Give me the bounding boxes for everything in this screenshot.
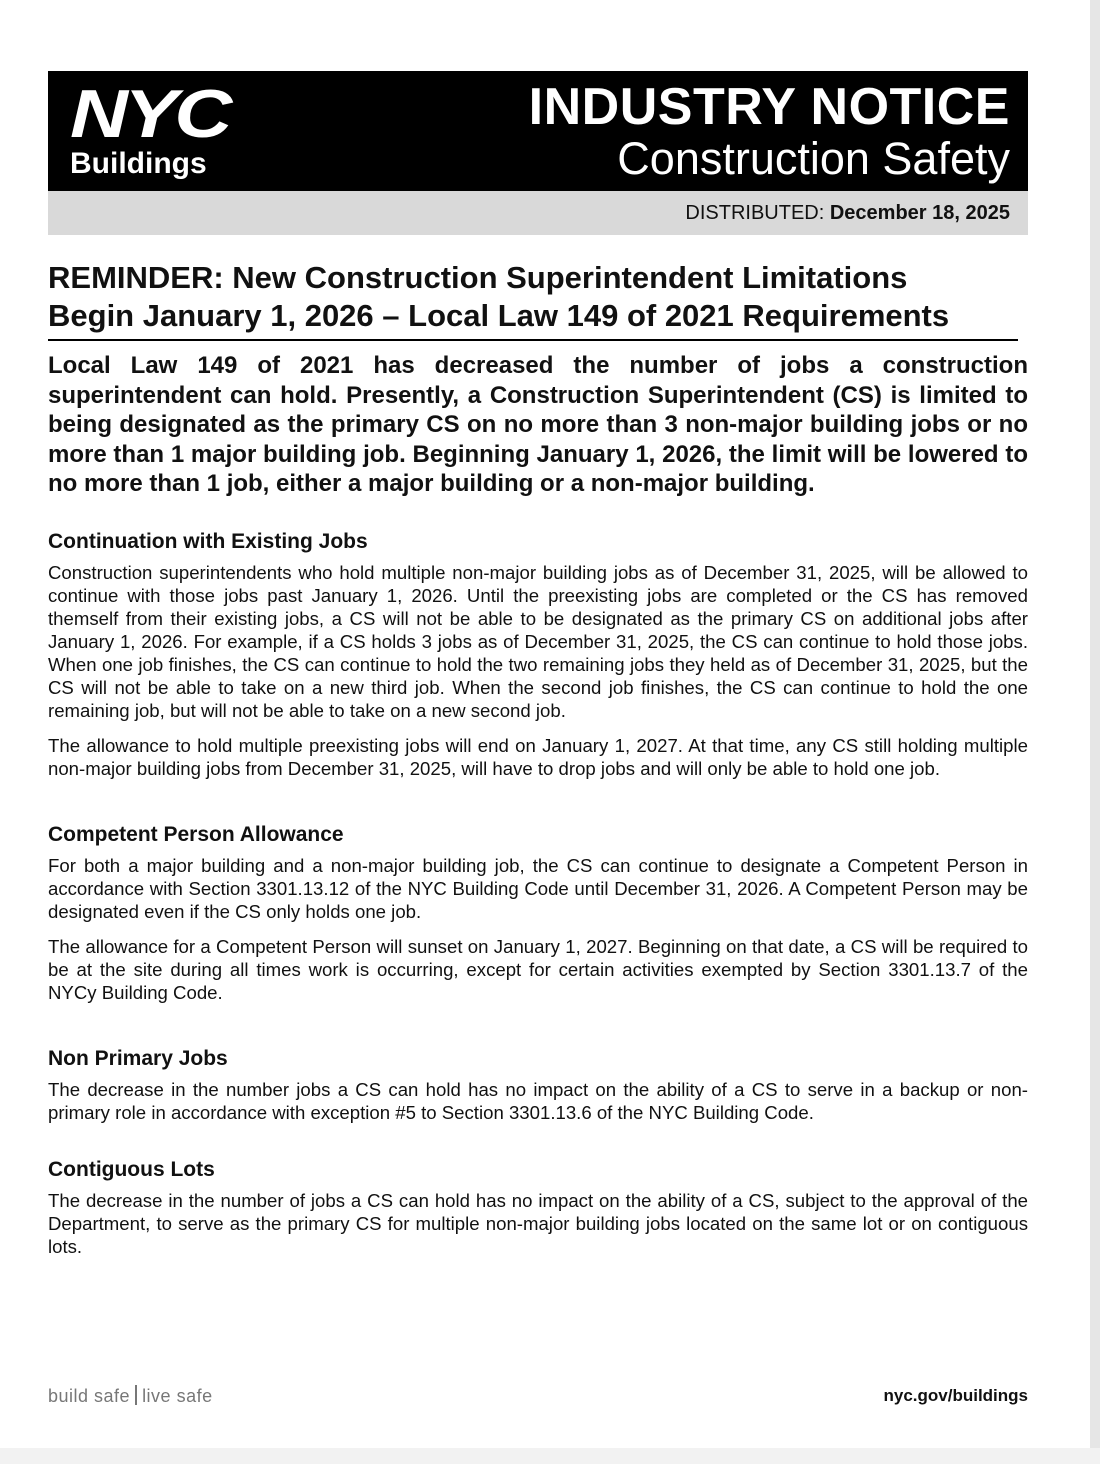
section-competent-person	[48, 822, 1028, 1004]
notice-title: INDUSTRY NOTICE	[528, 78, 1010, 136]
section-paragraph: The decrease in the number of jobs a CS can hold has no impact on the ability of a CS, subject to the approval of the Department, to serve as the primary CS for multiple non-major building jobs located on the same lot or on contiguous lots.	[48, 1189, 1028, 1257]
headline-line-2: Begin January 1, 2026 – Local Law 149 of 2021 Requirements	[48, 298, 950, 333]
logo-subtitle: Buildings	[70, 147, 207, 180]
section-heading: Contiguous Lots	[48, 1157, 215, 1181]
page-edge-shadow	[1090, 0, 1100, 1464]
section-paragraph: For both a major building and a non-major building job, the CS can continue to designate a Competent Person in accordance with Section 3301.13.12 of the NYC Building Code until December 31, 2026. A Competent Person may be designated even if the CS only holds one job.	[48, 854, 1028, 922]
section-continuation	[48, 529, 1028, 780]
distributed-date: December 18, 2025	[829, 202, 1010, 224]
headline-line-1: REMINDER: New Construction Superintendent Limitations	[48, 260, 908, 295]
section-paragraph: The decrease in the number jobs a CS can hold has no impact on the ability of a CS to serve in a backup or non-primary role in accordance with exception #5 to Section 3301.13.6 of the NYC Building Code.	[48, 1078, 1028, 1123]
tagline-live-safe: live safe	[142, 1386, 213, 1406]
footer-tagline	[48, 1385, 213, 1407]
notice-page	[48, 71, 1028, 1258]
distributed-bar	[48, 191, 1028, 235]
nyc-logo-mark: NYC	[70, 76, 229, 152]
section-paragraph: The allowance for a Competent Person will sunset on January 1, 2027. Beginning on that date, a CS will be required to be at the site during all times work is occurring, except for certain activities exempted by Section 3301.13.7 of the NYCy Building Code.	[48, 935, 1028, 1003]
lead-paragraph: Local Law 149 of 2021 has decreased the number of jobs a construction superintendent can hold. Presently, a Construction Superintendent (CS) is limited to being designated as the primary CS on no more than 3 non-major building jobs or no more than 1 major building job. Beginning January 1, 2026, the limit will be lowered to no more than 1 job, either a major building or a non-major building.	[48, 352, 1028, 497]
section-paragraph: The allowance to hold multiple preexisting jobs will end on January 1, 2027. At that time, any CS still holding multiple non-major building jobs from December 31, 2025, will have to drop jobs and will only be able to hold one job.	[48, 734, 1028, 779]
header-banner	[48, 71, 1028, 191]
footer-website-link[interactable]: nyc.gov/buildings	[883, 1386, 1028, 1405]
page-bottom-edge	[0, 1448, 1100, 1464]
distributed-label: DISTRIBUTED:	[685, 202, 825, 224]
headline	[48, 259, 1018, 341]
section-heading: Non Primary Jobs	[48, 1046, 228, 1070]
section-non-primary-jobs	[48, 1046, 1028, 1124]
section-heading: Continuation with Existing Jobs	[48, 529, 368, 553]
section-paragraph: Construction superintendents who hold multiple non-major building jobs as of December 31, 2025, will be allowed to continue with those jobs past January 1, 2026. Until the preexisting jobs are completed or the CS has removed themself from their existing jobs, a CS will not be able to be designated as the primary CS on additional jobs after January 1, 2026. For example, if a CS holds 3 jobs as of December 31, 2025, the CS can continue to hold those jobs. When one job finishes, the CS can continue to hold the two remaining jobs they held as of December 31, 2025, but the CS will not be able to take on a new third job. When the second job finishes, the CS can continue to hold the one remaining job, but will not be able to take on a new second job.	[48, 561, 1028, 721]
section-heading: Competent Person Allowance	[48, 822, 344, 846]
tagline-divider	[135, 1385, 137, 1405]
section-contiguous-lots	[48, 1157, 1028, 1258]
notice-subtitle: Construction Safety	[617, 133, 1010, 184]
tagline-build-safe: build safe	[48, 1386, 131, 1406]
nyc-buildings-logo	[70, 76, 242, 181]
